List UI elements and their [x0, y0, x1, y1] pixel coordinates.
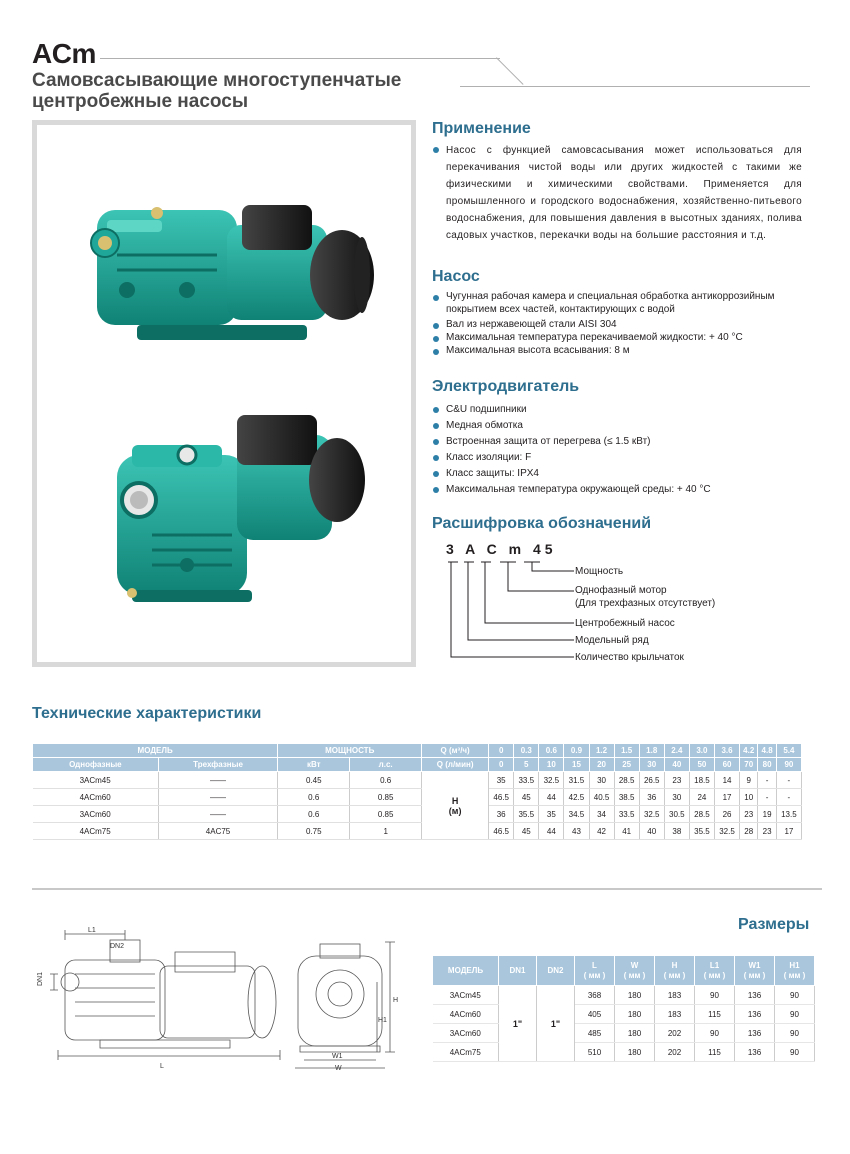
spec-q-lmin-cell: 60 [714, 758, 739, 772]
dim-header-l1 [695, 956, 735, 986]
spec-header-three-phase: Трехфазные [158, 758, 278, 772]
dim-value: 90 [775, 1043, 815, 1062]
spec-head-value: 23 [758, 823, 776, 840]
spec-head-value: - [758, 772, 776, 789]
spec-head-value: 32.5 [639, 806, 664, 823]
code-label-centrifugal: Центробежный насос [575, 618, 675, 629]
drawing-label-dn2: DN2 [110, 943, 125, 950]
list-item: Максимальная высота всасывания: 8 м [432, 344, 812, 357]
spec-q-m3-cell: 0.3 [514, 744, 539, 758]
list-item: Максимальная температура окружающей среды: + 40 °C [432, 482, 812, 497]
list-item: C&U подшипники [432, 402, 812, 418]
table-row [33, 789, 802, 806]
spec-head-value: 26 [714, 806, 739, 823]
product-photo-frame [32, 120, 416, 667]
spec-header-q-m3: Q (м³/ч) [422, 744, 489, 758]
subtitle-line-2: центробежные насосы [32, 91, 249, 112]
brand-title: ACm [32, 38, 96, 69]
dim-value: 90 [695, 986, 735, 1005]
spec-head-value: 17 [714, 789, 739, 806]
spec-q-m3-cell: 1.5 [614, 744, 639, 758]
spec-head-value: 42 [589, 823, 614, 840]
spec-power-kw: 0.45 [278, 772, 350, 789]
dim-header-model: МОДЕЛЬ [433, 956, 499, 986]
dim-value: 136 [735, 986, 775, 1005]
dim-value: 90 [695, 1024, 735, 1043]
page-subtitle [32, 70, 452, 112]
spec-head-value: 23 [664, 772, 689, 789]
drawing-label-l1: L1 [88, 927, 96, 934]
dim-value: 180 [615, 1043, 655, 1062]
list-item: Медная обмотка [432, 418, 812, 434]
list-item: Максимальная температура перекачиваемой жидкости: + 40 °C [432, 331, 812, 344]
dim-header-label: L1 [709, 960, 720, 970]
dim-header-w [615, 956, 655, 986]
pump-image-bottom [117, 415, 365, 602]
spec-head-value: 43 [564, 823, 589, 840]
spec-model-single: 3ACm45 [33, 772, 159, 789]
spec-q-m3-cell: 0 [489, 744, 514, 758]
spec-q-m3-cell: 1.8 [639, 744, 664, 758]
spec-head-value: 17 [776, 823, 801, 840]
dim-header-h1 [775, 956, 815, 986]
table-row [433, 1024, 815, 1043]
spec-head-value: 34 [589, 806, 614, 823]
spec-power-kw: 0.6 [278, 806, 350, 823]
drawing-label-dn1: DN1 [37, 971, 44, 986]
application-text [432, 142, 802, 244]
spec-head-value: 30 [664, 789, 689, 806]
spec-head-value: 30 [589, 772, 614, 789]
spec-head-value: 28.5 [689, 806, 714, 823]
spec-head-value: 28.5 [614, 772, 639, 789]
dim-header-unit: ( мм ) [743, 970, 766, 980]
list-item: Класс изоляции: F [432, 450, 812, 466]
spec-head-value: - [776, 789, 801, 806]
spec-head-value: 35 [539, 806, 564, 823]
pump-title: Насос [432, 268, 480, 285]
spec-head-value: 32.5 [714, 823, 739, 840]
list-item: Чугунная рабочая камера и специальная обработка антикоррозийным покрытием всех частей, контактирующих с водой [432, 290, 812, 318]
dim-header-unit: ( мм ) [703, 970, 726, 980]
spec-head-value: 34.5 [564, 806, 589, 823]
spec-head-value: 40 [639, 823, 664, 840]
header-rule-right [460, 86, 810, 87]
dim-dn2: 1" [537, 986, 575, 1062]
section-divider [32, 888, 822, 890]
dim-value: 136 [735, 1043, 775, 1062]
spec-head-value: 44 [539, 823, 564, 840]
spec-q-lmin-cell: 50 [689, 758, 714, 772]
header-rule [100, 58, 500, 59]
spec-head-value: - [758, 789, 776, 806]
spec-q-m3-cell: 5.4 [776, 744, 801, 758]
spec-head-value: 42.5 [564, 789, 589, 806]
dimensions-title: Размеры [738, 916, 810, 933]
application-paragraph: Насос с функцией самовсасывания может использоваться для перекачивания чистой воды или других жидкостей с такими же физическими и химическими свойствами. Применяется для промышленного и городского водоснабжения, хозяйственно-питьевого водоснабжения, для повышения давления в высотных зданиях, полива садовых участков, перекачки воды на большие расстояния и т.д. [446, 145, 802, 241]
spec-q-m3-cell: 0.9 [564, 744, 589, 758]
dim-value: 115 [695, 1043, 735, 1062]
dim-value: 115 [695, 1005, 735, 1024]
dim-value: 202 [655, 1043, 695, 1062]
spec-model-three: 4AC75 [158, 823, 278, 840]
spec-q-lmin-cell: 25 [614, 758, 639, 772]
code-label-model-series: Модельный ряд [575, 635, 649, 646]
spec-q-lmin-cell: 70 [740, 758, 758, 772]
motor-title: Электродвигатель [432, 378, 580, 395]
tech-specs-title: Технические характеристики [32, 705, 262, 722]
dim-value: 180 [615, 1024, 655, 1043]
dim-header-w1 [735, 956, 775, 986]
code-label-single-phase: Однофазный мотор [575, 585, 667, 596]
table-row [33, 772, 802, 789]
spec-q-lmin-cell: 90 [776, 758, 801, 772]
spec-power-hp: 0.85 [350, 789, 422, 806]
spec-q-m3-cell: 0.6 [539, 744, 564, 758]
spec-head-value: 40.5 [589, 789, 614, 806]
pump-feature-list [432, 290, 812, 357]
spec-q-m3-cell: 3.0 [689, 744, 714, 758]
spec-power-hp: 1 [350, 823, 422, 840]
model-code: 3 A C m 45 [446, 541, 557, 557]
spec-header-hp: л.с. [350, 758, 422, 772]
spec-head-value: 38.5 [614, 789, 639, 806]
drawing-label-h: H [393, 997, 399, 1004]
dim-header-unit: ( мм ) [623, 970, 646, 980]
spec-head-value: 46.5 [489, 789, 514, 806]
dim-header-unit: ( мм ) [583, 970, 606, 980]
spec-head-value: 13.5 [776, 806, 801, 823]
spec-head-value: 35 [489, 772, 514, 789]
decoding-leader-lines [440, 558, 580, 664]
spec-h-label [422, 772, 489, 840]
drawing-label-l: L [160, 1063, 164, 1070]
spec-model-single: 3ACm60 [33, 806, 159, 823]
dim-value: 90 [775, 1024, 815, 1043]
spec-q-lmin-cell: 40 [664, 758, 689, 772]
table-row [33, 823, 802, 840]
dim-value: 405 [575, 1005, 615, 1024]
code-label-three-phase-note: (Для трехфазных отсутствует) [575, 598, 716, 609]
pump-illustrations [37, 125, 411, 662]
spec-q-lmin-cell: 15 [564, 758, 589, 772]
dim-value: 368 [575, 986, 615, 1005]
spec-q-lmin-cell: 0 [489, 758, 514, 772]
spec-head-value: 33.5 [514, 772, 539, 789]
dim-header-label: W1 [748, 960, 761, 970]
subtitle-line-1: Самовсасывающие многоступенчатые [32, 70, 402, 91]
spec-head-value: 32.5 [539, 772, 564, 789]
dim-header-dn2: DN2 [537, 956, 575, 986]
spec-head-value: 30.5 [664, 806, 689, 823]
list-item: Встроенная защита от перегрева (≤ 1.5 кВт) [432, 434, 812, 450]
dim-value: 136 [735, 1005, 775, 1024]
pump-image-top [91, 205, 374, 340]
table-row [433, 1043, 815, 1062]
dim-dn1: 1" [499, 986, 537, 1062]
spec-power-kw: 0.6 [278, 789, 350, 806]
spec-q-m3-cell: 1.2 [589, 744, 614, 758]
table-row [433, 986, 815, 1005]
table-row [433, 1005, 815, 1024]
dim-header-dn1: DN1 [499, 956, 537, 986]
dim-header-l [575, 956, 615, 986]
dim-model: 4ACm60 [433, 1005, 499, 1024]
dim-header-h [655, 956, 695, 986]
tech-specs-table [32, 743, 802, 840]
dim-header-unit: ( мм ) [783, 970, 806, 980]
dim-value: 183 [655, 1005, 695, 1024]
spec-q-lmin-cell: 20 [589, 758, 614, 772]
spec-head-value: 35.5 [689, 823, 714, 840]
spec-head-value: 38 [664, 823, 689, 840]
dim-value: 183 [655, 986, 695, 1005]
spec-head-value: 9 [740, 772, 758, 789]
spec-head-value: 26.5 [639, 772, 664, 789]
dim-value: 485 [575, 1024, 615, 1043]
spec-head-value: - [776, 772, 801, 789]
spec-q-m3-cell: 4.8 [758, 744, 776, 758]
spec-head-value: 41 [614, 823, 639, 840]
spec-head-value: 18.5 [689, 772, 714, 789]
header-rule-diagonal [496, 57, 524, 85]
spec-model-three: —— [158, 789, 278, 806]
spec-header-q-lmin: Q (л/мин) [422, 758, 489, 772]
spec-head-value: 36 [489, 806, 514, 823]
dim-model: 4ACm75 [433, 1043, 499, 1062]
spec-head-value: 46.5 [489, 823, 514, 840]
spec-q-lmin-cell: 5 [514, 758, 539, 772]
spec-q-lmin-cell: 30 [639, 758, 664, 772]
decoding-title: Расшифровка обозначений [432, 515, 652, 532]
dim-value: 202 [655, 1024, 695, 1043]
spec-q-m3-cell: 2.4 [664, 744, 689, 758]
spec-q-m3-cell: 4.2 [740, 744, 758, 758]
application-title: Применение [432, 120, 531, 137]
dimensions-table [432, 955, 815, 1062]
dim-value: 90 [775, 1005, 815, 1024]
spec-head-value: 23 [740, 806, 758, 823]
spec-header-kw: кВт [278, 758, 350, 772]
dim-model: 3ACm60 [433, 1024, 499, 1043]
dim-header-label: H [671, 960, 678, 970]
spec-power-hp: 0.85 [350, 806, 422, 823]
code-label-impellers: Количество крыльчаток [575, 652, 684, 663]
spec-h-letter: H [451, 795, 459, 806]
dim-value: 180 [615, 1005, 655, 1024]
spec-q-lmin-cell: 80 [758, 758, 776, 772]
spec-header-power: МОЩНОСТЬ [278, 744, 422, 758]
spec-model-three: —— [158, 772, 278, 789]
spec-head-value: 35.5 [514, 806, 539, 823]
spec-power-hp: 0.6 [350, 772, 422, 789]
dim-value: 90 [775, 986, 815, 1005]
code-label-power: Мощность [575, 566, 624, 577]
spec-head-value: 31.5 [564, 772, 589, 789]
spec-head-value: 19 [758, 806, 776, 823]
drawing-label-w: W [335, 1065, 342, 1072]
spec-q-lmin-cell: 10 [539, 758, 564, 772]
dim-value: 180 [615, 986, 655, 1005]
dim-header-unit: ( мм ) [663, 970, 686, 980]
dim-value: 510 [575, 1043, 615, 1062]
dim-model: 3ACm45 [433, 986, 499, 1005]
spec-model-single: 4ACm60 [33, 789, 159, 806]
spec-head-value: 24 [689, 789, 714, 806]
dimension-drawing [37, 922, 420, 1072]
list-item: Класс защиты: IPX4 [432, 466, 812, 482]
drawing-label-h1: H1 [378, 1017, 387, 1024]
spec-model-three: —— [158, 806, 278, 823]
dim-header-label: H1 [789, 960, 800, 970]
list-item: Вал из нержавеющей стали AISI 304 [432, 318, 812, 331]
spec-model-single: 4ACm75 [33, 823, 159, 840]
dim-value: 136 [735, 1024, 775, 1043]
spec-header-model: МОДЕЛЬ [33, 744, 278, 758]
spec-head-value: 44 [539, 789, 564, 806]
spec-head-value: 14 [714, 772, 739, 789]
spec-h-unit: (м) [448, 805, 462, 816]
spec-head-value: 45 [514, 823, 539, 840]
spec-head-value: 10 [740, 789, 758, 806]
table-row [33, 806, 802, 823]
drawing-label-w1: W1 [332, 1053, 343, 1060]
spec-head-value: 28 [740, 823, 758, 840]
dim-header-label: W [630, 960, 639, 970]
spec-head-value: 33.5 [614, 806, 639, 823]
spec-head-value: 36 [639, 789, 664, 806]
spec-power-kw: 0.75 [278, 823, 350, 840]
spec-header-single-phase: Однофазные [33, 758, 159, 772]
motor-feature-list [432, 402, 812, 497]
spec-head-value: 45 [514, 789, 539, 806]
spec-q-m3-cell: 3.6 [714, 744, 739, 758]
dim-header-label: L [592, 960, 597, 970]
